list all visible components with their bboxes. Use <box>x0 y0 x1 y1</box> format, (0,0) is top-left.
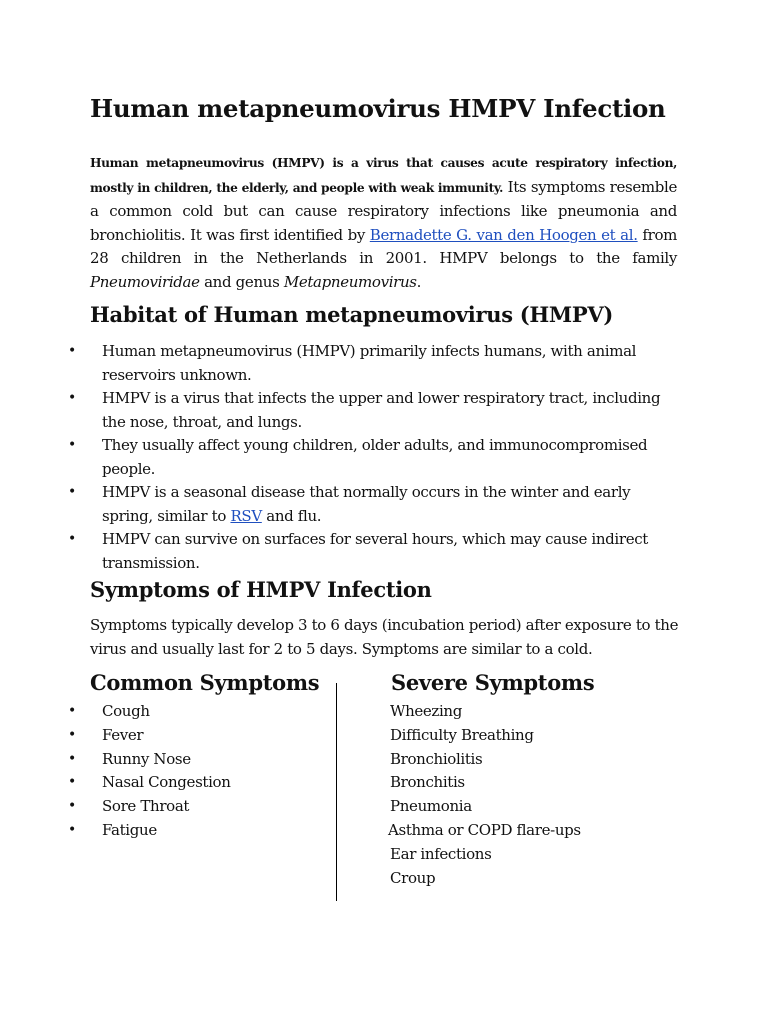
list-item: Croup <box>390 868 436 887</box>
intro-lead: Human metapneumovirus (HMPV) is a virus that causes acute respiratory infection, mostly in children, the elderly, and people with weak immunity. <box>90 156 677 195</box>
list-item: Ear infections <box>390 844 492 863</box>
intro-text-2: from 28 children in the Netherlands in 2001. HMPV belongs to the family <box>90 225 677 267</box>
list-item: • Nasal Congestion <box>90 771 231 795</box>
intro-text-4: . <box>416 272 422 291</box>
list-item-text: HMPV is a seasonal disease that normally occurs in the winter and early spring, similar to <box>102 483 631 525</box>
intro-text-3: and genus <box>199 272 284 291</box>
symptoms-heading: Symptoms of HMPV Infection <box>90 577 432 602</box>
family-name: Pneumoviridae <box>90 272 200 291</box>
habitat-list <box>90 340 680 575</box>
severe-symptoms-list <box>388 700 581 890</box>
common-symptoms-heading: Common Symptoms <box>90 670 320 695</box>
list-item: • Fatigue <box>90 819 231 843</box>
list-item: Bronchitis <box>390 773 465 792</box>
list-item: • HMPV can survive on surfaces for several hours, which may cause indirect transmission. <box>90 528 680 575</box>
page-title: Human metapneumovirus HMPV Infection <box>90 94 666 123</box>
list-item: • HMPV is a virus that infects the upper and lower respiratory tract, including the nose, throat, and lungs. <box>90 387 680 434</box>
list-item: • Sore Throat <box>90 795 231 819</box>
list-item: Asthma or COPD flare-ups <box>388 820 581 839</box>
severe-symptoms-heading: Severe Symptoms <box>391 670 595 695</box>
list-item: • They usually affect young children, older adults, and immunocompromised people. <box>90 434 680 481</box>
intro-text-1: Its symptoms resemble a common cold but can cause respiratory infections like pneumonia and bronchiolitis. It was first identified by <box>90 177 677 244</box>
list-item: Difficulty Breathing <box>390 725 534 744</box>
list-item: • Runny Nose <box>90 748 231 772</box>
genus-name: Metapneumovirus <box>283 272 417 291</box>
list-item <box>90 481 680 528</box>
symptoms-paragraph: Symptoms typically develop 3 to 6 days (incubation period) after exposure to the virus and usually last for 2 to 5 days. Symptoms are similar to a cold. <box>90 616 679 658</box>
list-item: Wheezing <box>390 702 462 720</box>
habitat-heading: Habitat of Human metapneumovirus (HMPV) <box>90 302 613 327</box>
column-divider <box>336 683 337 901</box>
common-symptoms-list <box>90 700 231 843</box>
author-link[interactable]: Bernadette G. van den Hoogen et al. <box>369 225 638 244</box>
list-item: Pneumonia <box>390 797 472 816</box>
list-item-text: and flu. <box>261 506 322 525</box>
intro-paragraph <box>90 151 677 294</box>
rsv-link[interactable]: RSV <box>230 506 262 525</box>
list-item: • Cough <box>90 700 231 724</box>
list-item: • Human metapneumovirus (HMPV) primarily infects humans, with animal reservoirs unknown. <box>90 340 680 387</box>
list-item: • Fever <box>90 724 231 748</box>
list-item: Bronchiolitis <box>390 749 483 768</box>
